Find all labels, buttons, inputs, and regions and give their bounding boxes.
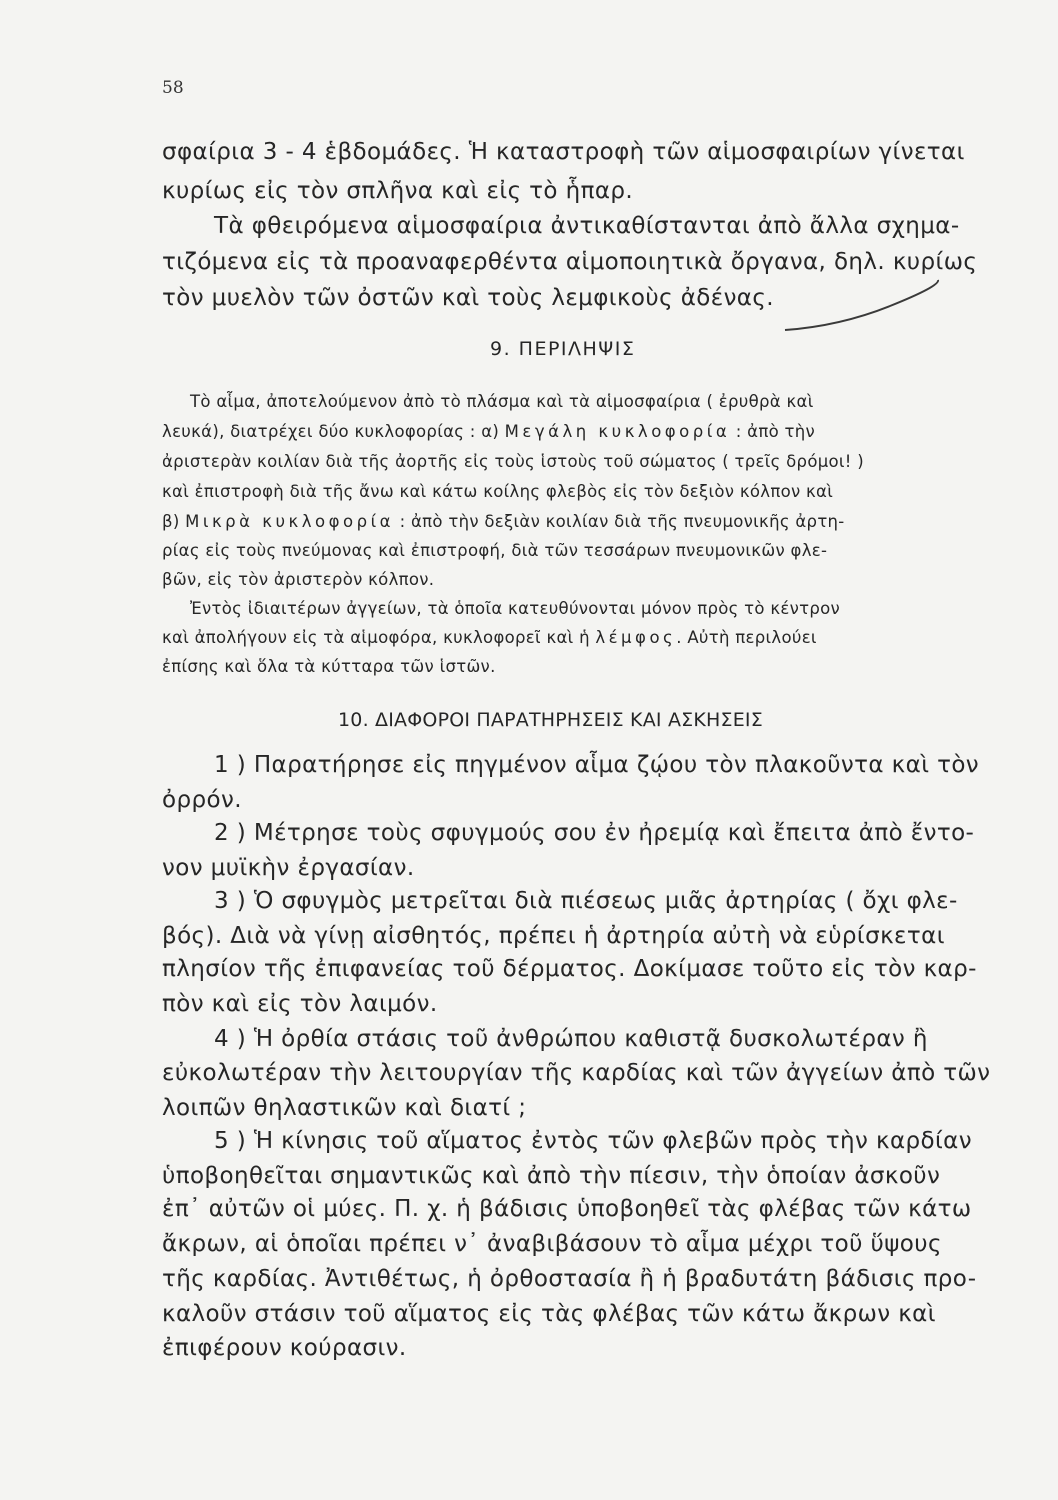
text-line: σφαίρια 3 - 4 ἑβδομάδες. Ἡ καταστροφὴ τῶν αἱμοσφαιρίων γίνεται — [162, 139, 965, 165]
text-line: τιζόμενα εἰς τὰ προαναφερθέντα αἱμοποιητικὰ ὄργανα, δηλ. κυρίως — [162, 249, 978, 275]
text-line — [162, 514, 845, 531]
text-line: κυρίως εἰς τὸν σπλῆνα καὶ εἰς τὸ ἧπαρ. — [162, 178, 634, 204]
text-line: βῶν, εἰς τὸν ἀριστερὸν κόλπον. — [162, 570, 435, 589]
text-line: ὑποβοηθεῖται σημαντικῶς καὶ ἀπὸ τὴν πίεσιν, τὴν ὁποίαν ἀσκοῦν — [162, 1163, 941, 1189]
text-line: ρίας εἰς τοὺς πνεύμονας καὶ ἐπιστροφή, διὰ τῶν τεσσάρων πνευμονικῶν φλε- — [162, 541, 828, 560]
text-line: ἐπιφέρουν κούρασιν. — [162, 1335, 407, 1361]
text-line — [162, 630, 817, 647]
text-line — [162, 424, 815, 441]
text-line: εὐκολωτέραν τὴν λειτουργίαν τῆς καρδίας καὶ τῶν ἀγγείων ἀπὸ τῶν — [162, 1060, 991, 1086]
text-span: λευκά), διατρέχει δύο κυκλοφορίας : α) — [162, 422, 500, 441]
text-line: πλησίον τῆς ἐπιφανείας τοῦ δέρματος. Δοκίμασε τοῦτο εἰς τὸν καρ- — [162, 956, 977, 982]
section-heading: 9. ΠΕΡΙΛΗΨΙΣ — [490, 338, 636, 360]
text-span: : ἀπὸ τὴν δεξιὰν κοιλίαν διὰ τῆς πνευμονικῆς ἀρτη- — [399, 512, 845, 531]
text-line: ἀριστερὰν κοιλίαν διὰ τῆς ἀορτῆς εἰς τοὺς ἱστοὺς τοῦ σώματος ( τρεῖς δρόμοι! ) — [162, 452, 864, 471]
text-span: β) — [162, 512, 180, 531]
emphasized-term: Μεγάλη κυκλοφορία — [504, 422, 731, 441]
text-span: καὶ ἀπολήγουν εἰς τὰ αἱμοφόρα, κυκλοφορεῖ καὶ ἡ — [162, 628, 590, 647]
text-line: 4 ) Ἡ ὀρθία στάσις τοῦ ἀνθρώπου καθιστᾷ δυσκολωτέραν ἢ — [214, 1026, 928, 1052]
text-span: : ἀπὸ τὴν — [735, 422, 816, 441]
text-line: 2 ) Μέτρησε τοὺς σφυγμούς σου ἐν ἠρεμίᾳ καὶ ἔπειτα ἀπὸ ἔντο- — [214, 820, 975, 846]
text-line: καὶ ἐπιστροφὴ διὰ τῆς ἄνω καὶ κάτω κοίλης φλεβὸς εἰς τὸν δεξιὸν κόλπον καὶ — [162, 482, 834, 501]
text-line: λοιπῶν θηλαστικῶν καὶ διατί ; — [162, 1095, 527, 1121]
text-line: 3 ) Ὁ σφυγμὸς μετρεῖται διὰ πιέσεως μιᾶς ἀρτηρίας ( ὄχι φλε- — [214, 888, 958, 914]
pen-stroke-mark — [780, 278, 940, 338]
text-line: ἐπ᾽ αὐτῶν οἱ μύες. Π. χ. ἡ βάδισις ὑποβοηθεῖ τὰς φλέβας τῶν κάτω — [162, 1196, 972, 1222]
text-line: 1 ) Παρατήρησε εἰς πηγμένον αἷμα ζῴου τὸν πλακοῦντα καὶ τὸν — [214, 752, 980, 778]
text-line: καλοῦν στάσιν τοῦ αἵματος εἰς τὰς φλέβας τῶν κάτω ἄκρων καὶ — [162, 1301, 936, 1327]
emphasized-term: Μικρὰ κυκλοφορία — [185, 512, 395, 531]
text-line: πὸν καὶ εἰς τὸν λαιμόν. — [162, 991, 438, 1017]
text-line: νον μυϊκὴν ἐργασίαν. — [162, 855, 415, 881]
text-line: 5 ) Ἡ κίνησις τοῦ αἵματος ἐντὸς τῶν φλεβῶν πρὸς τὴν καρδίαν — [214, 1128, 972, 1154]
emphasized-term: λέμφος — [595, 628, 677, 647]
text-line: Τὰ φθειρόμενα αἱμοσφαίρια ἀντικαθίστανται ἀπὸ ἄλλα σχημα- — [214, 213, 960, 239]
text-line: τὸν μυελὸν τῶν ὀστῶν καὶ τοὺς λεμφικοὺς ἀδένας. — [162, 285, 774, 311]
text-line: ἐπίσης καὶ ὅλα τὰ κύτταρα τῶν ἱστῶν. — [162, 657, 496, 676]
section-heading: 10. ΔΙΑΦΟΡΟΙ ΠΑΡΑΤΗΡΗΣΕΙΣ ΚΑΙ ΑΣΚΗΣΕΙΣ — [338, 709, 763, 731]
text-line: ὀρρόν. — [162, 787, 242, 813]
text-line: τῆς καρδίας. Ἀντιθέτως, ἡ ὀρθοστασία ἢ ἡ βραδυτάτη βάδισις πρo- — [162, 1266, 977, 1292]
text-line: Ἐντὸς ἰδιαιτέρων ἀγγείων, τὰ ὁποῖα κατευθύνονται μόνον πρὸς τὸ κέντρον — [190, 599, 841, 618]
text-line: Τὸ αἷμα, ἀποτελούμενον ἀπὸ τὸ πλάσμα καὶ τὰ αἱμοσφαίρια ( ἐρυθρὰ καὶ — [190, 392, 814, 411]
page-number: 58 — [162, 78, 184, 98]
text-line: ἄκρων, αἱ ὁποῖαι πρέπει ν᾽ ἀναβιβάσουν τὸ αἷμα μέχρι τοῦ ὕψους — [162, 1231, 942, 1257]
text-span: . Αὐτὴ περιλούει — [676, 628, 817, 647]
text-line: βός). Διὰ νὰ γίνῃ αἰσθητός, πρέπει ἡ ἀρτηρία αὐτὴ νὰ εὑρίσκεται — [162, 923, 945, 949]
